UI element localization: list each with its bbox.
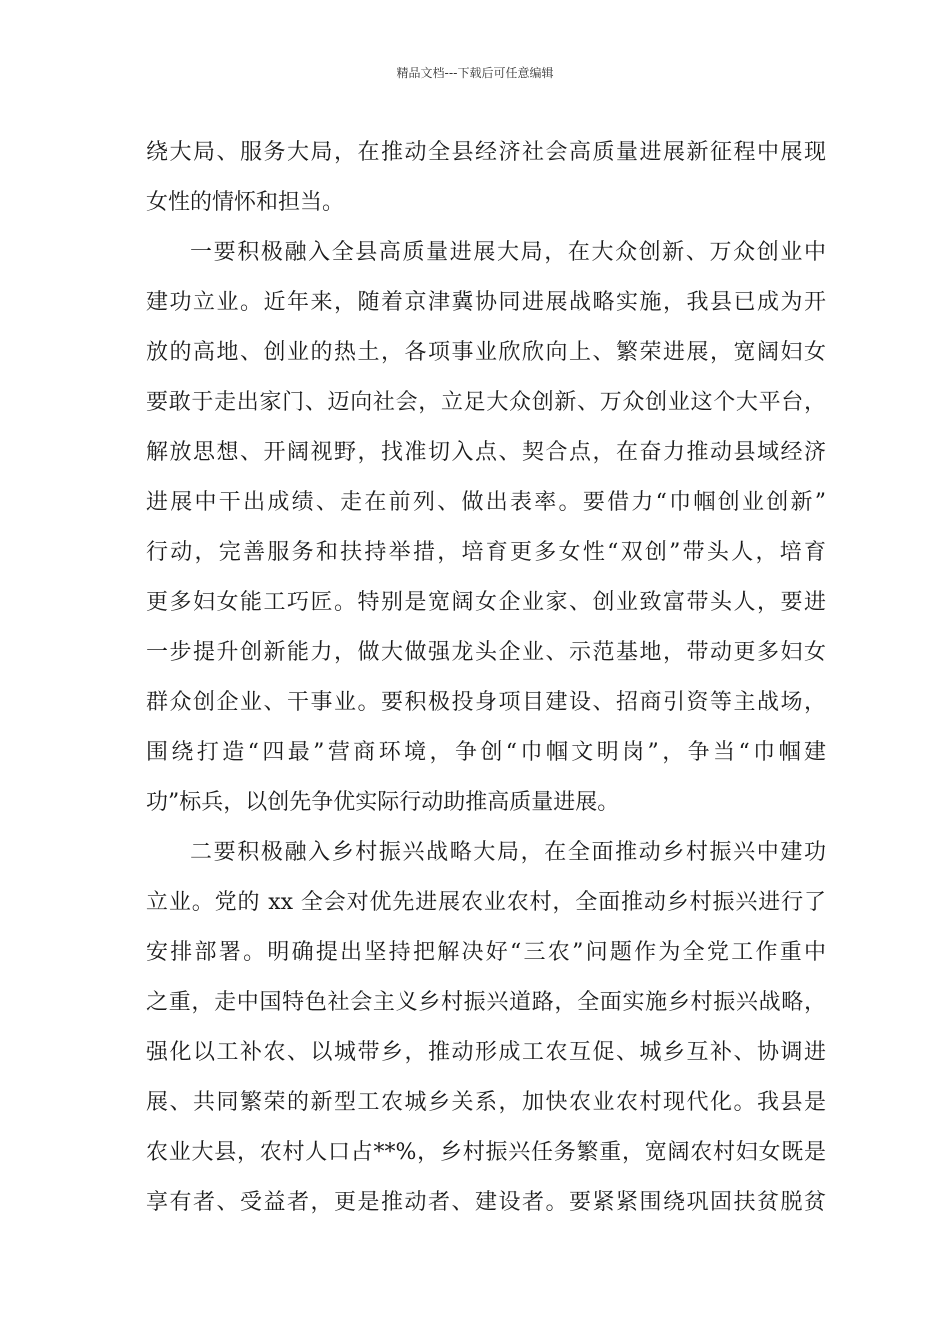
page-header: 精品文档---下载后可任意编辑	[396, 66, 554, 80]
text-line: 要敢于走出家门、迈向社会，立足大众创新、万众创业这个大平台，	[146, 390, 826, 415]
text-line: 二要积极融入乡村振兴战略大局，在全面推动乡村振兴中建功	[190, 840, 826, 865]
text-line: 强化以工补农、以城带乡，推动形成工农互促、城乡互补、协调进	[146, 1040, 826, 1065]
document-body	[146, 128, 826, 1228]
text-line: 女性的情怀和担当。	[146, 190, 345, 215]
text-line: 之重，走中国特色社会主义乡村振兴道路，全面实施乡村振兴战略，	[146, 990, 826, 1015]
text-line: 解放思想、开阔视野，找准切入点、契合点，在奋力推动县域经济	[146, 440, 826, 465]
text-line: 建功立业。近年来，随着京津冀协同进展战略实施，我县已成为开	[146, 290, 826, 315]
text-line: 行动，完善服务和扶持举措，培育更多女性“双创”带头人，培育	[146, 540, 826, 565]
text-line: 一步提升创新能力，做大做强龙头企业、示范基地，带动更多妇女	[146, 640, 826, 665]
text-line: 围绕打造“四最”营商环境，争创“巾帼文明岗”，争当“巾帼建	[146, 740, 826, 765]
text-line: 更多妇女能工巧匠。特别是宽阔女企业家、创业致富带头人，要进	[146, 590, 826, 615]
text-line: 进展中干出成绩、走在前列、做出表率。要借力“巾帼创业创新”	[146, 490, 826, 515]
text-line: 绕大局、服务大局，在推动全县经济社会高质量进展新征程中展现	[146, 140, 826, 165]
text-line: 享有者、受益者，更是推动者、建设者。要紧紧围绕巩固扶贫脱贫	[146, 1190, 826, 1215]
text-line: 功”标兵，以创先争优实际行动助推高质量进展。	[146, 790, 620, 815]
text-line: 一要积极融入全县高质量进展大局，在大众创新、万众创业中	[190, 240, 826, 265]
text-line: 放的高地、创业的热土，各项事业欣欣向上、繁荣进展，宽阔妇女	[146, 340, 826, 365]
text-line: 安排部署。明确提出坚持把解决好“三农”问题作为全党工作重中	[146, 940, 826, 965]
text-line: 立业。党的 xx 全会对优先进展农业农村，全面推动乡村振兴进行了	[146, 890, 826, 915]
text-line: 群众创企业、干事业。要积极投身项目建设、招商引资等主战场，	[146, 690, 826, 715]
text-line: 农业大县，农村人口占**%，乡村振兴任务繁重，宽阔农村妇女既是	[146, 1140, 826, 1165]
text-line: 展、共同繁荣的新型工农城乡关系，加快农业农村现代化。我县是	[146, 1090, 826, 1115]
